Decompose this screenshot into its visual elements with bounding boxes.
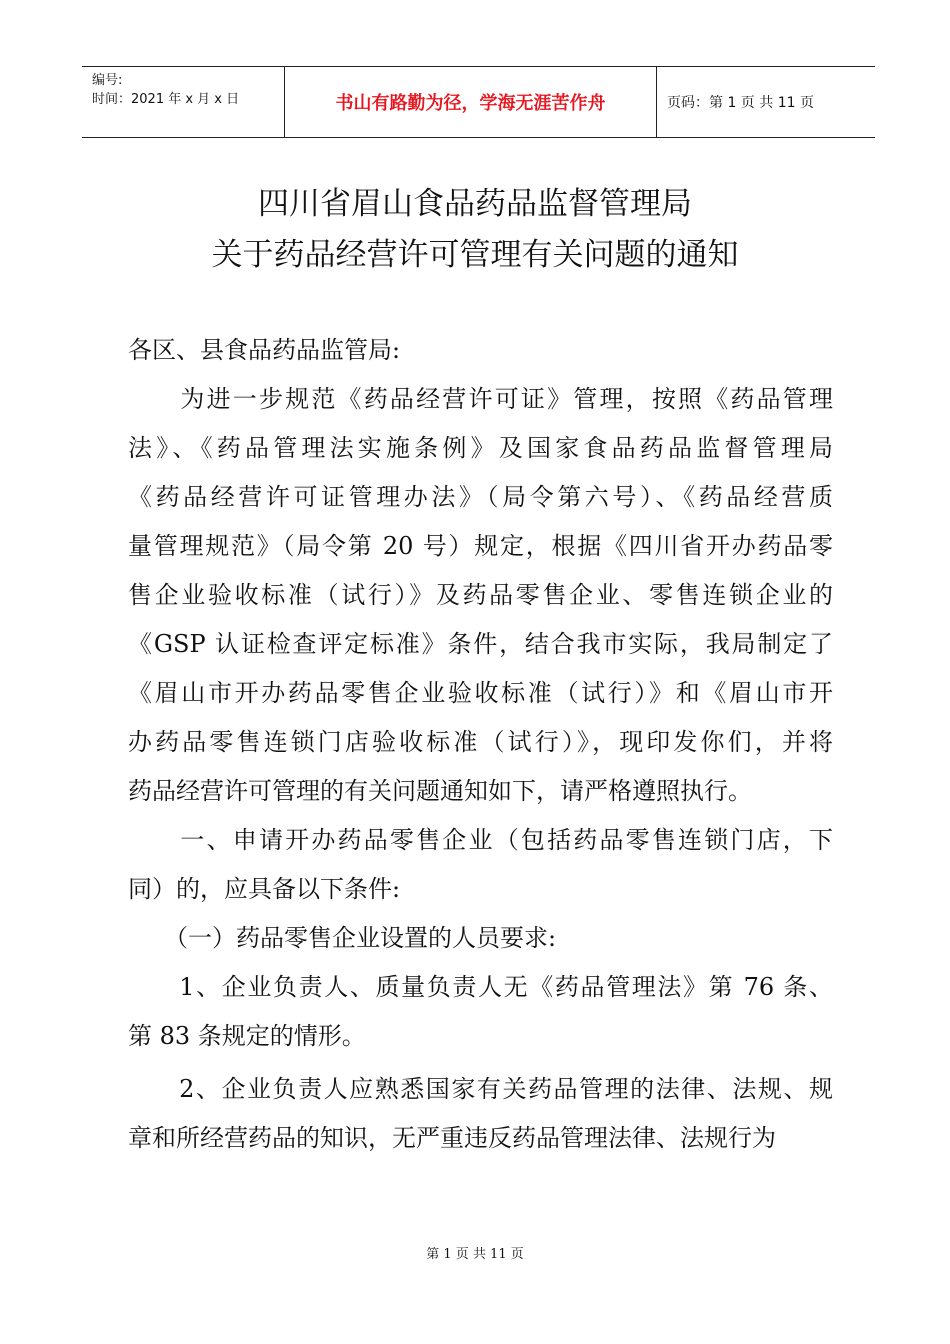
header-page-info: 页码：第 1 页 共 11 页: [667, 95, 814, 111]
document-body: [128, 326, 833, 1163]
body-line: 《药品经营许可证管理办法》（局令第六号）、《药品经营质: [128, 483, 833, 511]
body-line: 为进一步规范《药品经营许可证》管理，按照《药品管理: [128, 385, 833, 413]
body-line: 法》、《药品管理法实施条例》及国家食品药品监督管理局: [128, 434, 833, 462]
header-meta: [82, 67, 285, 137]
time-label: 时间：2021 年 x 月 x 日: [92, 92, 240, 107]
body-line: 《眉山市开办药品零售企业验收标准（试行）》和《眉山市开: [128, 679, 833, 707]
section-heading: （一）药品零售企业设置的人员要求:: [128, 924, 557, 952]
document-title-line-2: 关于药品经营许可管理有关问题的通知: [211, 237, 739, 273]
body-line: 售企业验收标准（试行）》及药品零售企业、零售连锁企业的: [128, 581, 833, 609]
document-title-line-1: 四川省眉山食品药品监督管理局: [258, 186, 692, 222]
page-header: [82, 66, 875, 138]
salutation: 各区、县食品药品监管局:: [128, 336, 401, 364]
body-line: 1、企业负责人、质量负责人无《药品管理法》第 76 条、: [128, 973, 833, 1001]
page-footer: 第 1 页 共 11 页: [426, 1247, 524, 1262]
body-line: 一、申请开办药品零售企业（包括药品零售连锁门店，下: [128, 826, 833, 854]
body-line: 量管理规范》（局令第 20 号）规定，根据《四川省开办药品零: [128, 532, 833, 560]
number-label: 编号:: [92, 73, 123, 88]
body-line: 《GSP 认证检查评定标准》条件，结合我市实际，我局制定了: [128, 630, 833, 658]
body-line: 2、企业负责人应熟悉国家有关药品管理的法律、法规、规: [128, 1075, 833, 1103]
body-line: 药品经营许可管理的有关问题通知如下，请严格遵照执行。: [128, 777, 752, 805]
body-line: 章和所经营药品的知识，无严重违反药品管理法律、法规行为: [128, 1124, 776, 1152]
body-line: 第 83 条规定的情形。: [128, 1022, 366, 1050]
body-line: 办药品零售连锁门店验收标准（试行）》，现印发你们，并将: [128, 728, 833, 756]
body-line: 同）的，应具备以下条件:: [128, 875, 401, 903]
header-motto: 书山有路勤为径，学海无涯苦作舟: [285, 67, 657, 137]
